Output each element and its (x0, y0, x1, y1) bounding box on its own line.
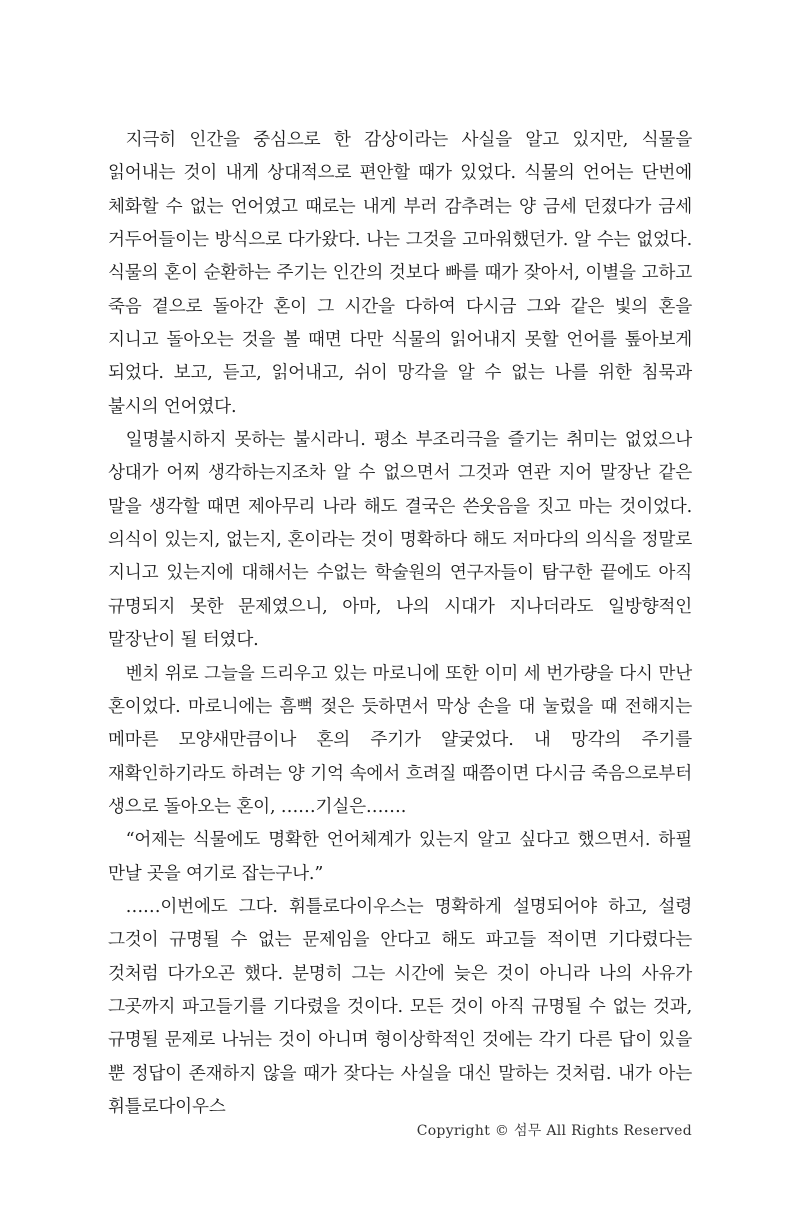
paragraph-1: 지극히 인간을 중심으로 한 감상이라는 사실을 알고 있지만, 식물을 읽어내는 것이 내게 상대적으로 편안할 때가 있었다. 식물의 언어는 단번에 체화할 수 없는 언어였고 때로는 내게 부러 감추려는 양 금세 던졌다가 금세 거두어들이는 방식으로 다가왔다. 나는 그것을 고마워했던가. 알 수는 없었다. 식물의 혼이 순환하는 주기는 인간의 것보다 빠를 때가 잦아서, 이별을 고하고 죽음 곁으로 돌아간 혼이 그 시간을 다하여 다시금 그와 같은 빛의 혼을 지니고 돌아오는 것을 볼 때면 다만 식물의 읽어내지 못할 언어를 톺아보게 되었다. 보고, 듣고, 읽어내고, 쉬이 망각을 알 수 없는 나를 위한 침묵과 불시의 언어였다. (108, 130, 692, 417)
paragraph-5: ……이번에도 그다. 휘틀로다이우스는 명확하게 설명되어야 하고, 설령 그것이 규명될 수 없는 문제임을 안다고 해도 파고들 적이면 기다렸다는 것처럼 다가오곤 했다. 분명히 그는 시간에 늦은 것이 아니라 나의 사유가 그곳까지 파고들기를 기다렸을 것이다. 모든 것이 아직 규명될 수 없는 것과, 규명될 문제로 나뉘는 것이 아니며 형이상학적인 것에는 각기 다른 답이 있을 뿐 정답이 존재하지 않을 때가 잦다는 사실을 대신 말하는 것처럼. 내가 아는 휘틀로다이우스 (108, 896, 692, 1117)
document-body (108, 124, 692, 1124)
paragraph-2: 일명불시하지 못하는 불시라니. 평소 부조리극을 즐기는 취미는 없었으나 상대가 어찌 생각하는지조차 알 수 없으면서 그것과 연관 지어 말장난 같은 말을 생각할 때면 제아무리 나라 해도 결국은 쓴웃음을 짓고 마는 것이었다. 의식이 있는지, 없는지, 혼이라는 것이 명확하다 해도 저마다의 의식을 정말로 지니고 있는지에 대해서는 수없는 학술원의 연구자들이 탐구한 끝에도 아직 규명되지 못한 문제였으니, 아마, 나의 시대가 지나더라도 일방향적인 말장난이 될 터였다. (108, 430, 692, 651)
paragraph-3: 벤치 위로 그늘을 드리우고 있는 마로니에 또한 이미 세 번가량을 다시 만난 혼이었다. 마로니에는 흠뻑 젖은 듯하면서 막상 손을 대 눌렀을 때 전해지는 메마른 모양새만큼이나 혼의 주기가 얄궂었다. 내 망각의 주기를 재확인하기라도 하려는 양 기억 속에서 흐려질 때쯤이면 다시금 죽음으로부터 생으로 돌아오는 혼이, ……기실은……. (108, 663, 692, 817)
paragraph-4: “어제는 식물에도 명확한 언어체계가 있는지 알고 싶다고 했으면서. 하필 만날 곳을 여기로 잡는구나.” (108, 830, 692, 884)
copyright-notice: Copyright © 섬무 All Rights Reserved (416, 1123, 692, 1139)
